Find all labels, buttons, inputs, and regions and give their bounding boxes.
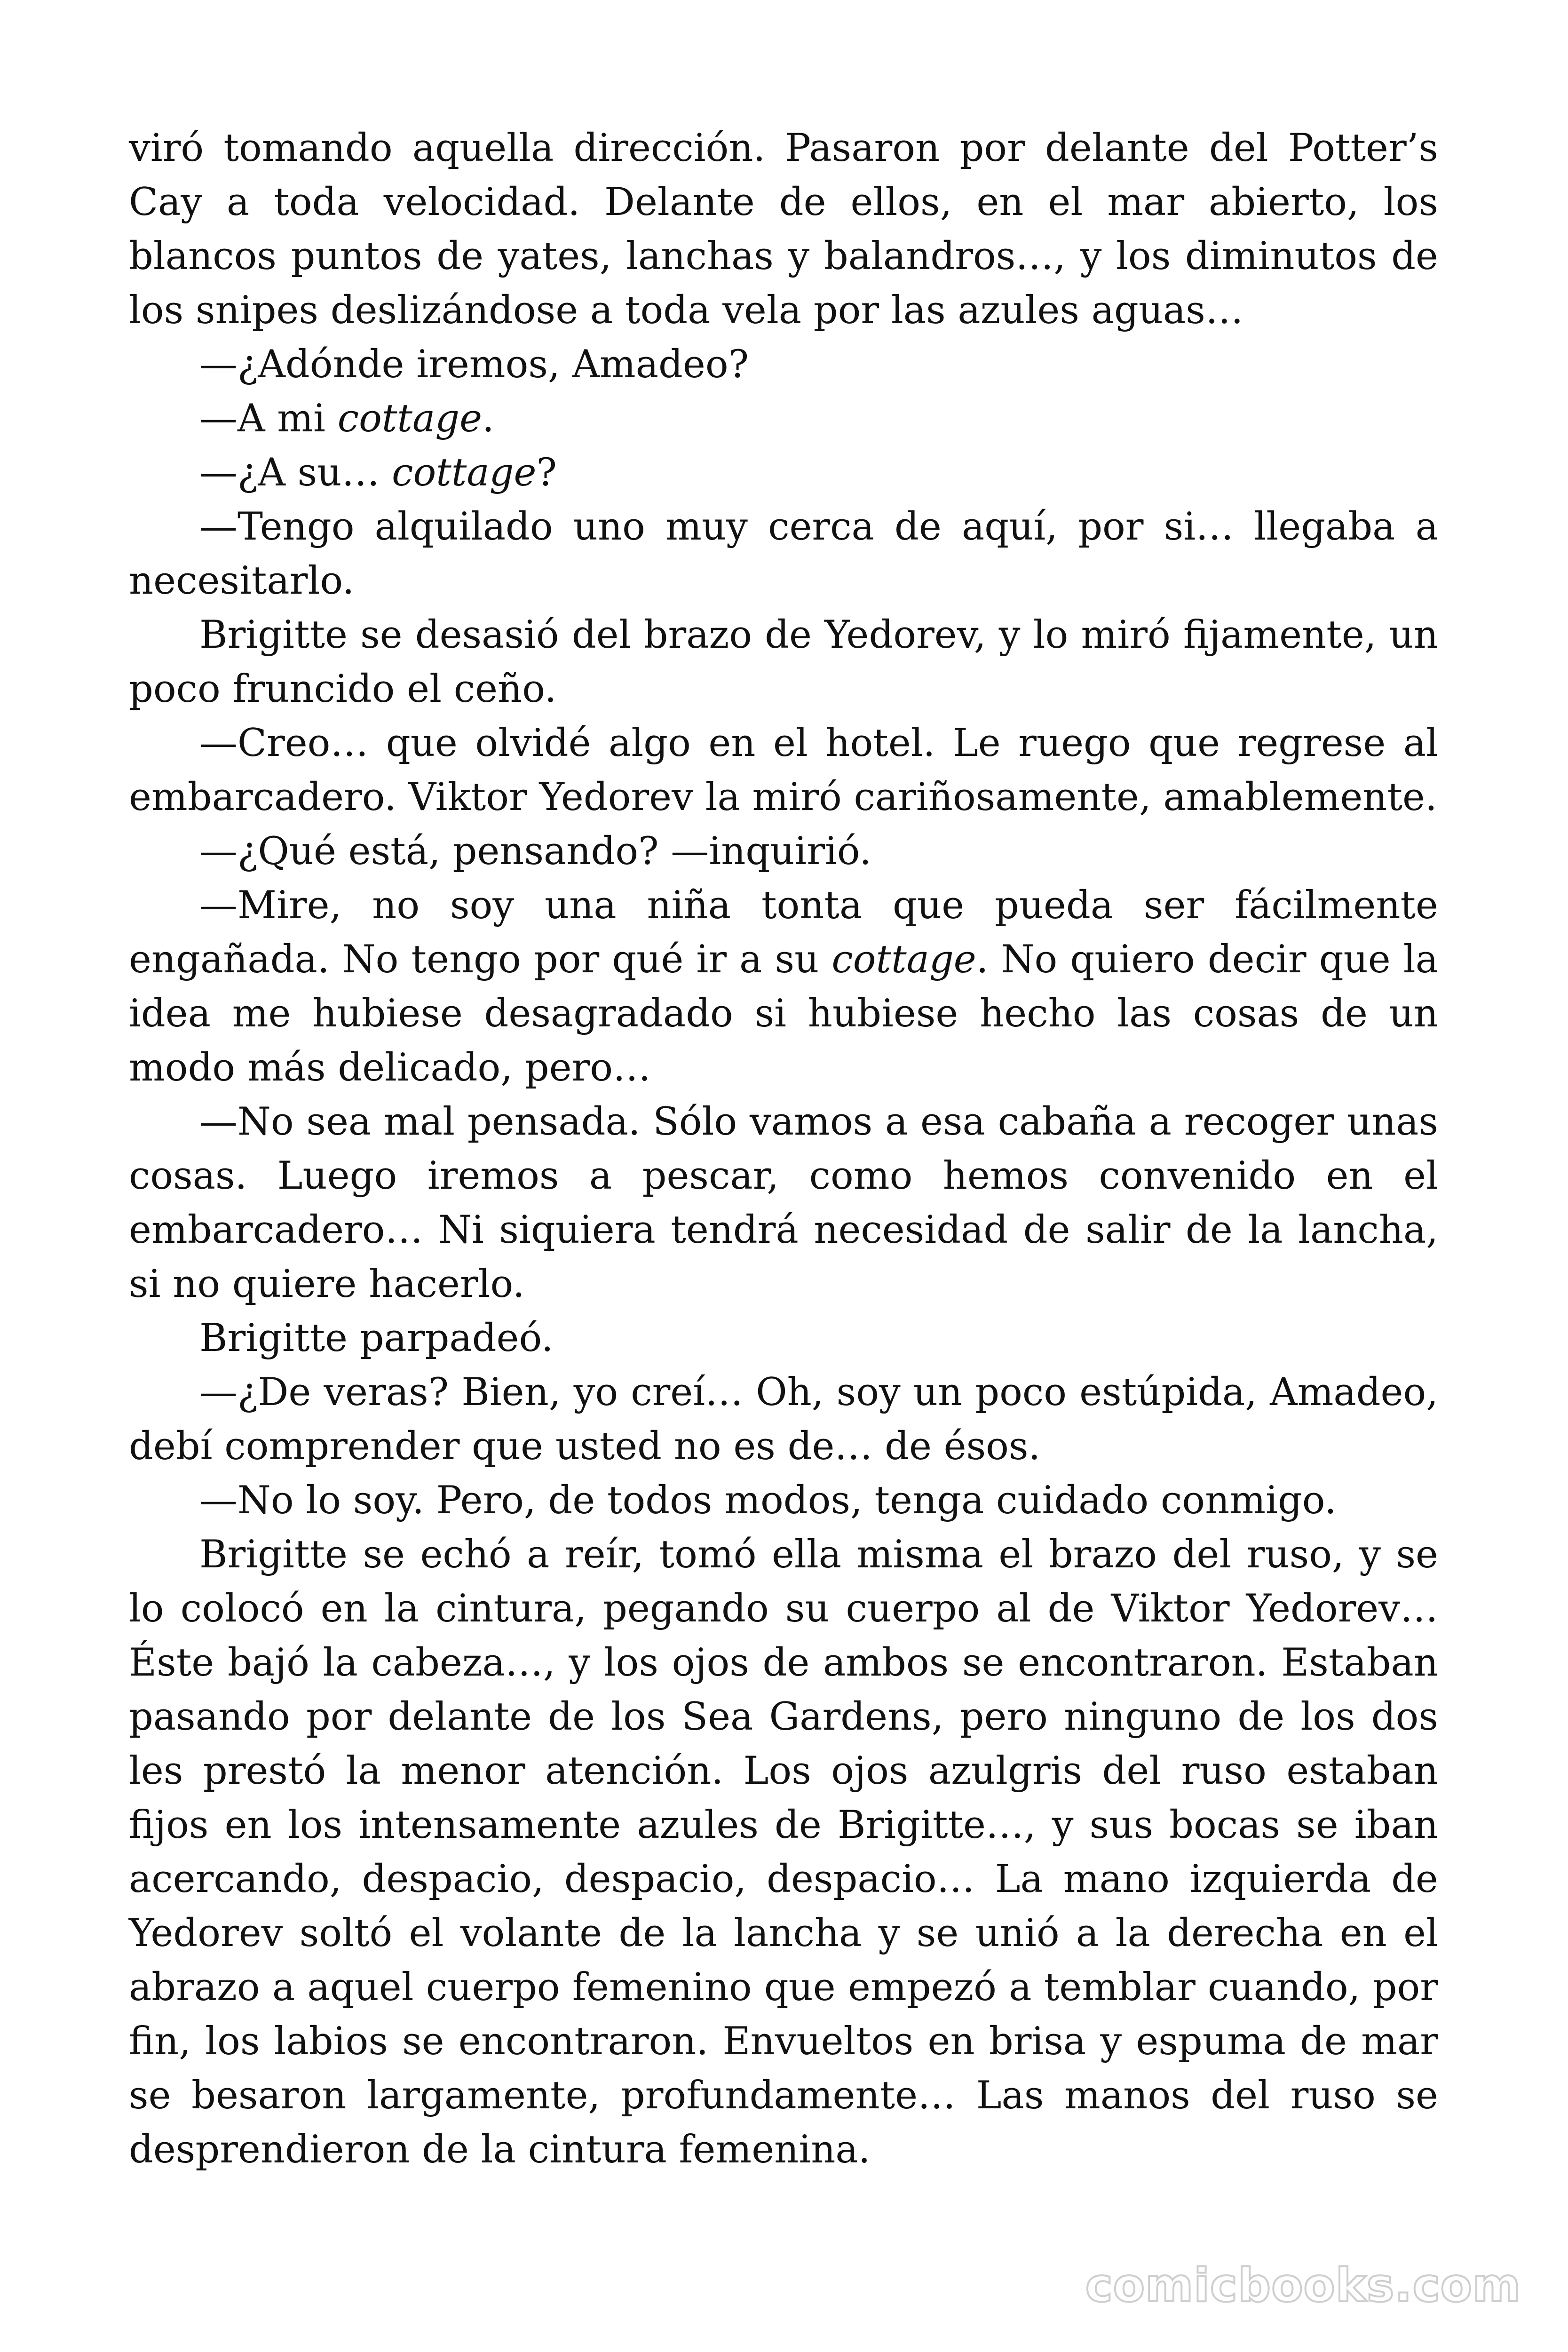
paragraph: [129, 446, 1438, 500]
paragraph-text: —A mi: [199, 397, 338, 441]
paragraph: [129, 1528, 1438, 2177]
paragraph-text: Brigitte parpadeó.: [199, 1316, 554, 1360]
paragraph: [129, 121, 1438, 338]
paragraph: [129, 392, 1438, 446]
paragraph-text: Brigitte se echó a reír, tomó ella misma el brazo del ruso, y se lo colocó en la cintura, pegando su cuerpo al de Viktor Yedorev… Éste bajó la cabeza…, y los ojos de ambos se encontraron. Estaban pasando por delante de los Sea Gardens, pero ninguno de los dos les prestó la menor atención. Los ojos azulgris del ruso estaban fijos en los intensamente azules de Brigitte…, y sus bocas se iban acercando, despacio, despacio, despacio… La mano izquierda de Yedorev soltó el volante de la lancha y se unió a la derecha en el abrazo a aquel cuerpo femenino que empezó a temblar cuando, por fin, los labios se encontraron. Envueltos en brisa y espuma de mar se besaron largamente, profundamente… Las manos del ruso se desprendieron de la cintura femenina.: [129, 1533, 1438, 2172]
paragraph: [129, 1095, 1438, 1311]
paragraph-text: —Tengo alquilado uno muy cerca de aquí, por si… llegaba a necesitarlo.: [129, 505, 1438, 603]
paragraph: [129, 879, 1438, 1095]
body-text: [129, 121, 1438, 2177]
paragraph-text: —¿A su…: [199, 451, 392, 495]
italic-text: cottage: [392, 451, 537, 495]
paragraph: [129, 1474, 1438, 1528]
paragraph-text: —No sea mal pensada. Sólo vamos a esa cabaña a recoger unas cosas. Luego iremos a pescar, como hemos convenido en el embarcadero… Ni siquiera tendrá necesidad de salir de la lancha, si no quiere hacerlo.: [129, 1100, 1438, 1306]
paragraph: [129, 1366, 1438, 1474]
paragraph-text: —No lo soy. Pero, de todos modos, tenga cuidado conmigo.: [199, 1478, 1337, 1523]
paragraph-text: —¿Adónde iremos, Amadeo?: [199, 342, 749, 387]
paragraph-text: viró tomando aquella dirección. Pasaron por delante del Potter’s Cay a toda velocidad. Delante de ellos, en el mar abierto, los blancos puntos de yates, lanchas y balandros…, y los diminutos de los snipes deslizándose a toda vela por las azules aguas…: [129, 126, 1438, 333]
paragraph-text: Brigitte se desasió del brazo de Yedorev, y lo miró fijamente, un poco fruncido el ceño.: [129, 613, 1438, 711]
paragraph-text: —Creo… que olvidé algo en el hotel. Le ruego que regrese al embarcadero. Viktor Yedorev la miró cariñosamente, amablemente.: [129, 721, 1438, 819]
paragraph: [129, 338, 1438, 392]
paragraph-text: ?: [536, 451, 557, 495]
paragraph: [129, 500, 1438, 608]
paragraph: [129, 608, 1438, 716]
paragraph-text: —Mire, no soy una niña tonta que pueda ser fácilmente engañada. No tengo por qué ir a su: [129, 883, 1438, 982]
paragraph-text: .: [482, 397, 494, 441]
paragraph-text: —¿Qué está, pensando? —inquirió.: [199, 829, 872, 874]
paragraph: [129, 1311, 1438, 1366]
watermark: comicbooks.com: [1085, 2259, 1521, 2312]
italic-text: cottage: [832, 938, 976, 982]
paragraph: [129, 716, 1438, 825]
italic-text: cottage: [337, 397, 483, 441]
paragraph-text: —¿De veras? Bien, yo creí… Oh, soy un poco estúpida, Amadeo, debí comprender que usted no es de… de ésos.: [129, 1370, 1438, 1469]
paragraph-text: . No quiero decir que la idea me hubiese desagradado si hubiese hecho las cosas de un modo más delicado, pero…: [129, 938, 1438, 1090]
paragraph: [129, 825, 1438, 879]
